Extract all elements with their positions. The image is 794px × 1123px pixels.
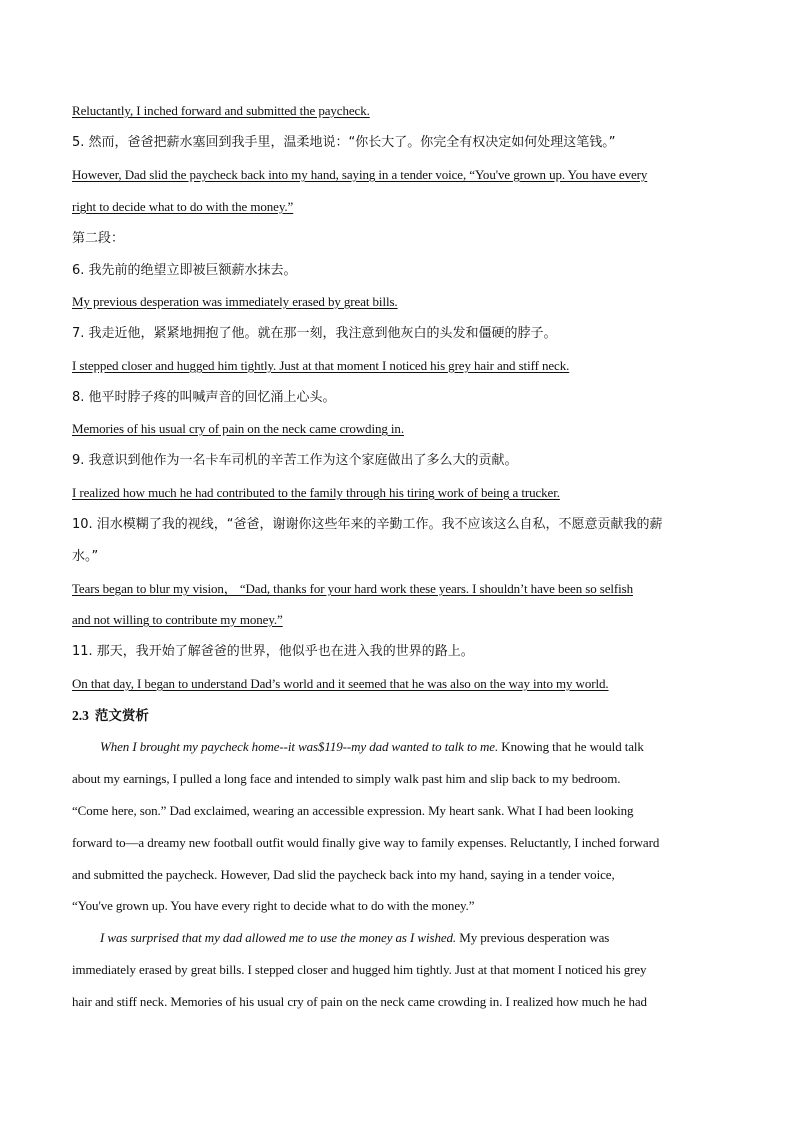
essay-paragraph-2-line-2: immediately erased by great bills. I stepped closer and hugged him tightly. Just at that moment I noticed his grey [72,962,647,977]
answer-line-5-english-cont: right to decide what to do with the money.” [72,199,294,214]
essay-text: Knowing that he would talk [498,739,644,754]
answer-line-6-english: My previous desperation was immediately erased by great bills. [72,294,398,309]
prompt-line-8-chinese: 8. 他平时脖子疼的叫喊声音的回忆涌上心头。 [72,390,336,405]
answer-line-8-english: Memories of his usual cry of pain on the neck came crowding in. [72,421,404,436]
prompt-line-9-chinese: 9. 我意识到他作为一名卡车司机的辛苦工作为这个家庭做出了多么大的贡献。 [72,453,518,468]
prompt-line-5-chinese: 5. 然而，爸爸把薪水塞回到我手里，温柔地说：“你长大了。你完全有权决定如何处理这笔钱。” [72,135,616,150]
essay-paragraph-1-line-6: “You've grown up. You have every right to decide what to do with the money.” [72,898,475,913]
essay-paragraph-1-line-5: and submitted the paycheck. However, Dad slid the paycheck back into my hand, saying in a tender voice, [72,867,615,882]
prompt-line-7-chinese: 7. 我走近他，紧紧地拥抱了他。就在那一刻，我注意到他灰白的头发和僵硬的脖子。 [72,326,557,341]
prompt-line-10-chinese-cont: 水。” [72,549,99,564]
prompt-line-6-chinese: 6. 我先前的绝望立即被巨额薪水抹去。 [72,263,297,278]
essay-paragraph-1-line-3: “Come here, son.” Dad exclaimed, wearing an accessible expression. My heart sank. What I had been looking [72,803,634,818]
essay-paragraph-1-line-4: forward to—a dreamy new football outfit would finally give way to family expenses. Reluctantly, I inched forward [72,835,660,850]
essay-text: My previous desperation was [456,930,610,945]
section-title: 范文赏析 [94,708,149,724]
answer-line-10-english-cont: and not willing to contribute my money.” [72,612,283,627]
essay-given-opening-2: I was surprised that my dad allowed me to use the money as I wished. [100,930,457,945]
answer-line-9-english: I realized how much he had contributed to the family through his tiring work of being a trucker. [72,485,560,500]
prompt-line-11-chinese: 11. 那天，我开始了解爸爸的世界，他似乎也在进入我的世界的路上。 [72,644,474,659]
essay-paragraph-1-line-1 [100,739,722,755]
essay-paragraph-1-line-2: about my earnings, I pulled a long face and intended to simply walk past him and slip back to my bedroom. [72,771,621,786]
essay-given-opening-1: When I brought my paycheck home--it was$119--my dad wanted to talk to me. [100,739,499,754]
section-heading [72,708,722,724]
essay-paragraph-2-line-1 [100,930,722,946]
answer-line-7-english: I stepped closer and hugged him tightly. Just at that moment I noticed his grey hair and stiff neck. [72,358,570,373]
essay-paragraph-2-line-3: hair and stiff neck. Memories of his usual cry of pain on the neck came crowding in. I realized how much he had [72,994,647,1009]
prompt-line-10-chinese: 10. 泪水模糊了我的视线，“爸爸，谢谢你这些年来的辛勤工作。我不应该这么自私，不愿意贡献我的薪 [72,517,663,532]
answer-line-11-english: On that day, I began to understand Dad’s world and it seemed that he was also on the way into my world. [72,676,609,691]
answer-line-10-english: Tears began to blur my vision， “Dad, thanks for your hard work these years. I shouldn’t have been so selfish [72,581,633,596]
paragraph-two-label: 第二段： [72,231,125,246]
answer-line-4-english: Reluctantly, I inched forward and submitted the paycheck. [72,103,370,118]
section-number: 2.3 [72,708,89,723]
answer-line-5-english: However, Dad slid the paycheck back into my hand, saying in a tender voice, “You've grown up. You have every [72,167,648,182]
